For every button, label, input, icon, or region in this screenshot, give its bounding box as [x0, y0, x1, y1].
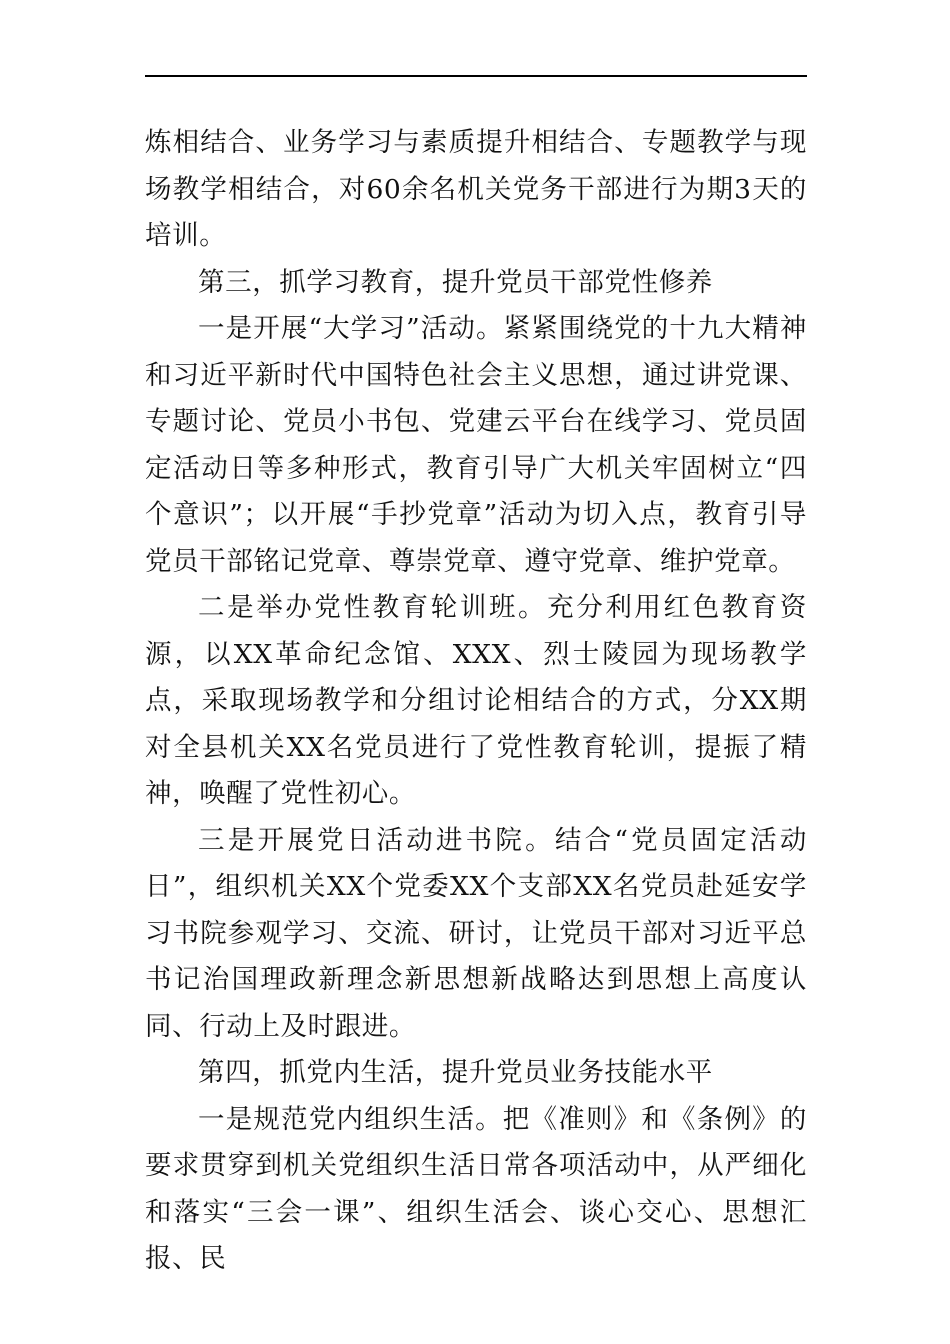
paragraph-party-day: 三是开展党日活动进书院。结合“党员固定活动日”，组织机关XX个党委XX个支部XX名党员赴延安学习书院参观学习、交流、研讨，让党员干部对习近平总书记治国理政新理念新思想新战略达到思想上高度认同、行动上及时跟进。: [145, 824, 807, 1042]
section-heading-three: 第三，抓学习教育，提升党员干部党性修养: [198, 266, 713, 298]
paragraph-organization-life: 一是规范党内组织生活。把《准则》和《条例》的要求贯穿到机关党组织生活日常各项活动中，从严细化和落实“三会一课”、组织生活会、谈心交心、思想汇报、民: [145, 1103, 807, 1274]
document-body: [145, 120, 807, 1283]
section-heading-four: 第四，抓党内生活，提升党员业务技能水平: [198, 1057, 713, 1088]
header-rule: [145, 75, 807, 77]
paragraph-continuation: 炼相结合、业务学习与素质提升相结合、专题教学与现场教学相结合，对60余名机关党务干部进行为期3天的培训。: [145, 127, 807, 251]
paragraph-study-activity: 一是开展“大学习”活动。紧紧围绕党的十九大精神和习近平新时代中国特色社会主义思想，通过讲党课、专题讨论、党员小书包、党建云平台在线学习、党员固定活动日等多种形式，教育引导广大机关牢固树立“四个意识”；以开展“手抄党章”活动为切入点，教育引导党员干部铭记党章、尊崇党章、遵守党章、维护党章。: [145, 313, 807, 577]
paragraph-training-class: 二是举办党性教育轮训班。充分利用红色教育资源，以XX革命纪念馆、XXX、烈士陵园为现场教学点，采取现场教学和分组讨论相结合的方式，分XX期对全县机关XX名党员进行了党性教育轮训，提振了精神，唤醒了党性初心。: [145, 592, 807, 809]
